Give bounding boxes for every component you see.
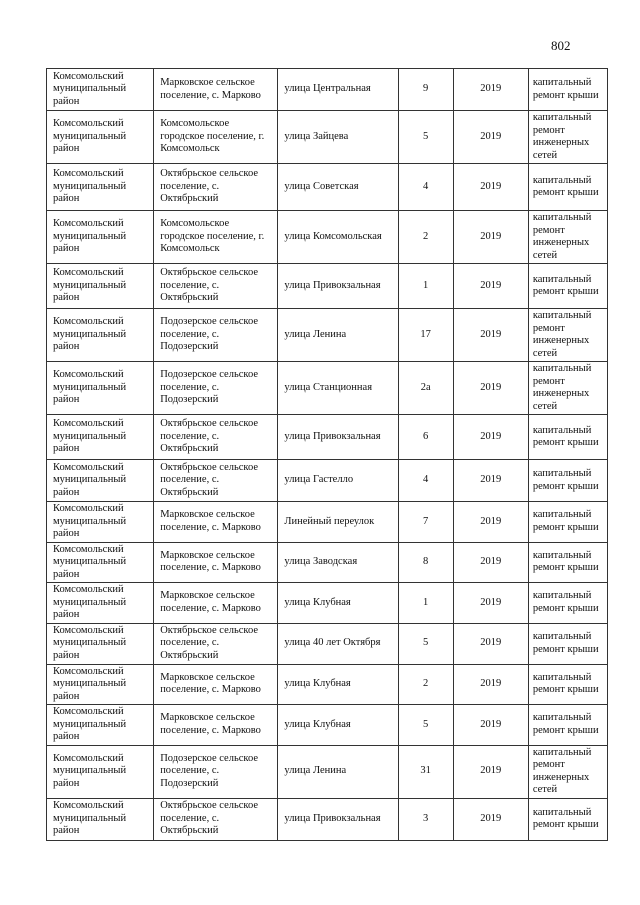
settlement-cell: Комсомольское городское поселение, г. Комсомольск: [154, 211, 278, 264]
street-cell: улица 40 лет Октября: [278, 623, 398, 664]
table-row: [47, 362, 608, 415]
house-number-cell: 1: [398, 583, 453, 624]
district-cell: Комсомольский муниципальный район: [47, 211, 154, 264]
work-type-cell: капитальный ремонт крыши: [528, 502, 607, 543]
house-number-cell: 5: [398, 623, 453, 664]
settlement-cell: Октябрьское сельское поселение, с. Октябрьский: [154, 264, 278, 309]
year-cell: 2019: [453, 664, 528, 705]
house-number-cell: 3: [398, 798, 453, 840]
year-cell: 2019: [453, 211, 528, 264]
settlement-cell: Октябрьское сельское поселение, с. Октябрьский: [154, 798, 278, 840]
table-row: [47, 664, 608, 705]
district-cell: Комсомольский муниципальный район: [47, 309, 154, 362]
district-cell: Комсомольский муниципальный район: [47, 502, 154, 543]
district-cell: Комсомольский муниципальный район: [47, 415, 154, 460]
house-number-cell: 2: [398, 211, 453, 264]
table-row: [47, 745, 608, 798]
district-cell: Комсомольский муниципальный район: [47, 362, 154, 415]
house-number-cell: 4: [398, 460, 453, 502]
table-row: [47, 69, 608, 111]
table-row: [47, 264, 608, 309]
street-cell: улица Зайцева: [278, 111, 398, 164]
street-cell: улица Клубная: [278, 583, 398, 624]
street-cell: улица Заводская: [278, 542, 398, 583]
year-cell: 2019: [453, 542, 528, 583]
table-body: [47, 69, 608, 841]
work-type-cell: капитальный ремонт крыши: [528, 69, 607, 111]
work-type-cell: капитальный ремонт крыши: [528, 415, 607, 460]
district-cell: Комсомольский муниципальный район: [47, 705, 154, 746]
settlement-cell: Октябрьское сельское поселение, с. Октябрьский: [154, 460, 278, 502]
street-cell: улица Станционная: [278, 362, 398, 415]
work-type-cell: капитальный ремонт инженерных сетей: [528, 211, 607, 264]
table-row: [47, 542, 608, 583]
street-cell: улица Привокзальная: [278, 798, 398, 840]
street-cell: улица Советская: [278, 164, 398, 211]
district-cell: Комсомольский муниципальный район: [47, 745, 154, 798]
house-number-cell: 2: [398, 664, 453, 705]
district-cell: Комсомольский муниципальный район: [47, 623, 154, 664]
district-cell: Комсомольский муниципальный район: [47, 664, 154, 705]
work-type-cell: капитальный ремонт крыши: [528, 798, 607, 840]
year-cell: 2019: [453, 69, 528, 111]
settlement-cell: Подозерское сельское поселение, с. Подозерский: [154, 745, 278, 798]
repair-schedule-table: [46, 68, 608, 841]
house-number-cell: 5: [398, 705, 453, 746]
work-type-cell: капитальный ремонт инженерных сетей: [528, 111, 607, 164]
house-number-cell: 5: [398, 111, 453, 164]
year-cell: 2019: [453, 111, 528, 164]
house-number-cell: 7: [398, 502, 453, 543]
work-type-cell: капитальный ремонт инженерных сетей: [528, 362, 607, 415]
street-cell: Линейный переулок: [278, 502, 398, 543]
table-row: [47, 111, 608, 164]
house-number-cell: 2а: [398, 362, 453, 415]
settlement-cell: Марковское сельское поселение, с. Марково: [154, 705, 278, 746]
house-number-cell: 8: [398, 542, 453, 583]
settlement-cell: Подозерское сельское поселение, с. Подозерский: [154, 362, 278, 415]
street-cell: улица Ленина: [278, 309, 398, 362]
table-row: [47, 164, 608, 211]
year-cell: 2019: [453, 798, 528, 840]
settlement-cell: Октябрьское сельское поселение, с. Октябрьский: [154, 415, 278, 460]
district-cell: Комсомольский муниципальный район: [47, 111, 154, 164]
settlement-cell: Октябрьское сельское поселение, с. Октябрьский: [154, 623, 278, 664]
work-type-cell: капитальный ремонт крыши: [528, 542, 607, 583]
work-type-cell: капитальный ремонт инженерных сетей: [528, 745, 607, 798]
house-number-cell: 4: [398, 164, 453, 211]
year-cell: 2019: [453, 264, 528, 309]
district-cell: Комсомольский муниципальный район: [47, 264, 154, 309]
work-type-cell: капитальный ремонт крыши: [528, 264, 607, 309]
street-cell: улица Ленина: [278, 745, 398, 798]
district-cell: Комсомольский муниципальный район: [47, 69, 154, 111]
settlement-cell: Марковское сельское поселение, с. Марково: [154, 542, 278, 583]
year-cell: 2019: [453, 415, 528, 460]
year-cell: 2019: [453, 502, 528, 543]
year-cell: 2019: [453, 705, 528, 746]
work-type-cell: капитальный ремонт крыши: [528, 460, 607, 502]
district-cell: Комсомольский муниципальный район: [47, 542, 154, 583]
street-cell: улица Клубная: [278, 664, 398, 705]
street-cell: улица Комсомольская: [278, 211, 398, 264]
work-type-cell: капитальный ремонт крыши: [528, 623, 607, 664]
street-cell: улица Привокзальная: [278, 264, 398, 309]
settlement-cell: Подозерское сельское поселение, с. Подозерский: [154, 309, 278, 362]
district-cell: Комсомольский муниципальный район: [47, 164, 154, 211]
district-cell: Комсомольский муниципальный район: [47, 798, 154, 840]
house-number-cell: 9: [398, 69, 453, 111]
settlement-cell: Марковское сельское поселение, с. Марково: [154, 664, 278, 705]
district-cell: Комсомольский муниципальный район: [47, 583, 154, 624]
district-cell: Комсомольский муниципальный район: [47, 460, 154, 502]
settlement-cell: Марковское сельское поселение, с. Марково: [154, 502, 278, 543]
street-cell: улица Гастелло: [278, 460, 398, 502]
table-row: [47, 705, 608, 746]
work-type-cell: капитальный ремонт инженерных сетей: [528, 309, 607, 362]
table-row: [47, 583, 608, 624]
year-cell: 2019: [453, 583, 528, 624]
street-cell: улица Клубная: [278, 705, 398, 746]
table-row: [47, 309, 608, 362]
page-number: 802: [551, 38, 571, 53]
house-number-cell: 1: [398, 264, 453, 309]
year-cell: 2019: [453, 623, 528, 664]
year-cell: 2019: [453, 164, 528, 211]
settlement-cell: Марковское сельское поселение, с. Марково: [154, 583, 278, 624]
work-type-cell: капитальный ремонт крыши: [528, 664, 607, 705]
table-row: [47, 211, 608, 264]
settlement-cell: Октябрьское сельское поселение, с. Октябрьский: [154, 164, 278, 211]
year-cell: 2019: [453, 362, 528, 415]
house-number-cell: 6: [398, 415, 453, 460]
street-cell: улица Привокзальная: [278, 415, 398, 460]
table-row: [47, 623, 608, 664]
year-cell: 2019: [453, 309, 528, 362]
table-row: [47, 415, 608, 460]
work-type-cell: капитальный ремонт крыши: [528, 164, 607, 211]
house-number-cell: 17: [398, 309, 453, 362]
table-row: [47, 460, 608, 502]
street-cell: улица Центральная: [278, 69, 398, 111]
work-type-cell: капитальный ремонт крыши: [528, 583, 607, 624]
year-cell: 2019: [453, 745, 528, 798]
table-row: [47, 798, 608, 840]
settlement-cell: Марковское сельское поселение, с. Марково: [154, 69, 278, 111]
work-type-cell: капитальный ремонт крыши: [528, 705, 607, 746]
settlement-cell: Комсомольское городское поселение, г. Комсомольск: [154, 111, 278, 164]
year-cell: 2019: [453, 460, 528, 502]
house-number-cell: 31: [398, 745, 453, 798]
table-row: [47, 502, 608, 543]
